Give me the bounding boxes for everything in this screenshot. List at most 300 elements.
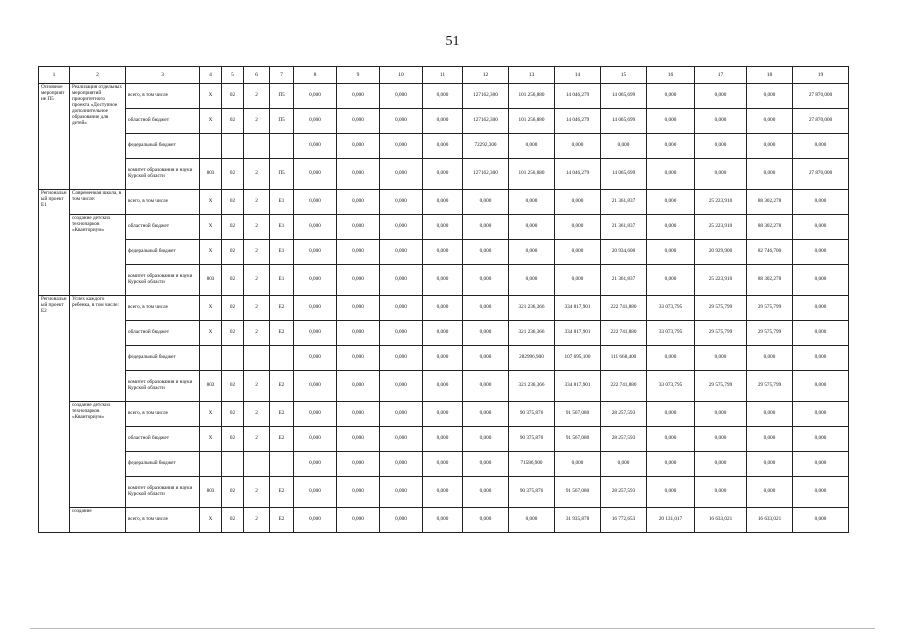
value-cell: 0,000	[380, 402, 423, 427]
measure-name-cell: Реализация отдельных мероприятий приоритетного проекта «Доступное дополнительное образование для детей»	[70, 84, 126, 190]
scan-artifact-line	[30, 628, 875, 629]
value-cell: 0,000	[423, 240, 463, 265]
value-cell: 222 741,880	[601, 321, 647, 346]
code-cell: 2	[244, 265, 270, 296]
code-cell: Е2	[270, 371, 294, 402]
table-row	[39, 296, 849, 321]
value-cell: 0,000	[601, 452, 647, 477]
code-cell: X	[200, 508, 222, 533]
code-cell: Е2	[270, 508, 294, 533]
value-cell: 0,000	[793, 346, 849, 371]
value-cell: 0,000	[695, 427, 747, 452]
code-cell: П5	[270, 159, 294, 190]
value-cell: 0,000	[463, 452, 509, 477]
value-cell: 0,000	[747, 159, 793, 190]
value-cell: 0,000	[695, 109, 747, 134]
value-cell: 127162,300	[463, 159, 509, 190]
value-cell: 0,000	[509, 508, 555, 533]
value-cell: 0,000	[647, 240, 695, 265]
value-cell: 0,000	[423, 477, 463, 508]
measure-name-cell: Современная школа, в том числе:	[70, 190, 126, 215]
value-cell: 0,000	[695, 402, 747, 427]
value-cell: 0,000	[294, 427, 337, 452]
table-row	[39, 371, 849, 402]
column-header: 3	[126, 67, 200, 84]
value-cell: 0,000	[509, 240, 555, 265]
value-cell: 29 575,799	[695, 371, 747, 402]
value-cell: 0,000	[294, 190, 337, 215]
column-header: 19	[793, 67, 849, 84]
value-cell: 0,000	[463, 265, 509, 296]
value-cell: 20 929,900	[695, 240, 747, 265]
value-cell: 0,000	[463, 508, 509, 533]
value-cell: 0,000	[380, 427, 423, 452]
value-cell: 14 065,699	[601, 109, 647, 134]
value-cell: 0,000	[337, 321, 380, 346]
value-cell: 28 257,593	[601, 402, 647, 427]
value-cell: 0,000	[380, 84, 423, 109]
code-cell: X	[200, 84, 222, 109]
value-cell: 0,000	[793, 265, 849, 296]
value-cell: 0,000	[337, 371, 380, 402]
column-header: 15	[601, 67, 647, 84]
code-cell: 02	[222, 402, 244, 427]
value-cell: 0,000	[747, 427, 793, 452]
value-cell: 0,000	[294, 402, 337, 427]
value-cell: 0,000	[695, 346, 747, 371]
value-cell: 0,000	[793, 321, 849, 346]
value-cell: 0,000	[380, 452, 423, 477]
value-cell: 0,000	[337, 159, 380, 190]
value-cell: 0,000	[423, 371, 463, 402]
code-cell: Е2	[270, 427, 294, 452]
value-cell: 0,000	[423, 109, 463, 134]
table-row	[39, 159, 849, 190]
value-cell: 0,000	[294, 321, 337, 346]
value-cell: 0,000	[380, 240, 423, 265]
value-cell: 16 772,653	[601, 508, 647, 533]
value-cell: 0,000	[555, 215, 601, 240]
value-cell: 334 817,901	[555, 321, 601, 346]
code-cell: Е2	[270, 477, 294, 508]
value-cell: 0,000	[555, 190, 601, 215]
value-cell: 27 870,000	[793, 109, 849, 134]
value-cell: 14 046,279	[555, 159, 601, 190]
value-cell: 127162,300	[463, 109, 509, 134]
value-cell: 0,000	[747, 84, 793, 109]
value-cell: 0,000	[463, 477, 509, 508]
code-cell: Е1	[270, 265, 294, 296]
code-cell: 02	[222, 84, 244, 109]
value-cell: 0,000	[463, 321, 509, 346]
value-cell: 25 223,910	[695, 265, 747, 296]
value-cell: 0,000	[337, 134, 380, 159]
column-header: 12	[463, 67, 509, 84]
code-cell: 2	[244, 159, 270, 190]
status-cell: Региональный проект Е2	[39, 296, 70, 533]
value-cell: 334 817,901	[555, 296, 601, 321]
value-cell: 91 567,080	[555, 477, 601, 508]
measure-name-cell: Успех каждого ребенка, в том числе:	[70, 296, 126, 402]
value-cell: 0,000	[463, 371, 509, 402]
code-cell	[270, 134, 294, 159]
column-header: 18	[747, 67, 793, 84]
value-cell: 222 741,880	[601, 371, 647, 402]
code-cell: 02	[222, 159, 244, 190]
funding-source-cell: областной бюджет	[126, 427, 200, 452]
budget-table	[38, 66, 849, 533]
value-cell: 0,000	[647, 265, 695, 296]
value-cell: 25 223,910	[695, 215, 747, 240]
measure-name-cell: создание детских технопарков «Кванториум»	[70, 215, 126, 296]
code-cell: 2	[244, 215, 270, 240]
status-cell: Региональный проект Е1	[39, 190, 70, 296]
value-cell: 0,000	[509, 134, 555, 159]
code-cell: П5	[270, 109, 294, 134]
value-cell: 0,000	[380, 508, 423, 533]
code-cell	[270, 452, 294, 477]
value-cell: 14 046,279	[555, 109, 601, 134]
table-row	[39, 84, 849, 109]
value-cell: 0,000	[423, 84, 463, 109]
code-cell: 803	[200, 371, 222, 402]
value-cell: 91 567,080	[555, 402, 601, 427]
status-cell: Основное мероприятие П5	[39, 84, 70, 190]
value-cell: 0,000	[793, 402, 849, 427]
value-cell: 0,000	[463, 296, 509, 321]
value-cell: 21 361,837	[601, 190, 647, 215]
value-cell: 0,000	[380, 346, 423, 371]
value-cell: 0,000	[509, 265, 555, 296]
table-row	[39, 427, 849, 452]
code-cell: X	[200, 109, 222, 134]
funding-source-cell: всего, в том числе	[126, 84, 200, 109]
value-cell: 14 065,699	[601, 84, 647, 109]
value-cell: 0,000	[423, 508, 463, 533]
value-cell: 21 361,837	[601, 215, 647, 240]
funding-source-cell: всего, в том числе	[126, 296, 200, 321]
funding-source-cell: федеральный бюджет	[126, 240, 200, 265]
table-row	[39, 477, 849, 508]
value-cell: 0,000	[294, 346, 337, 371]
value-cell: 0,000	[337, 452, 380, 477]
value-cell: 0,000	[647, 159, 695, 190]
value-cell: 0,000	[294, 477, 337, 508]
value-cell: 33 073,795	[647, 371, 695, 402]
value-cell: 0,000	[380, 215, 423, 240]
value-cell: 334 817,901	[555, 371, 601, 402]
code-cell: 2	[244, 240, 270, 265]
code-cell: X	[200, 215, 222, 240]
value-cell: 0,000	[695, 477, 747, 508]
table-row	[39, 240, 849, 265]
value-cell: 0,000	[747, 346, 793, 371]
value-cell: 29 575,799	[747, 371, 793, 402]
value-cell: 0,000	[337, 508, 380, 533]
value-cell: 0,000	[793, 427, 849, 452]
value-cell: 0,000	[423, 134, 463, 159]
value-cell: 0,000	[555, 265, 601, 296]
code-cell: 2	[244, 190, 270, 215]
code-cell: 02	[222, 427, 244, 452]
value-cell: 0,000	[747, 109, 793, 134]
column-header: 4	[200, 67, 222, 84]
value-cell: 0,000	[463, 240, 509, 265]
value-cell: 29 575,799	[747, 296, 793, 321]
value-cell: 0,000	[747, 402, 793, 427]
table-row	[39, 321, 849, 346]
value-cell: 282996,900	[509, 346, 555, 371]
column-header: 13	[509, 67, 555, 84]
value-cell: 21 361,837	[601, 265, 647, 296]
page-number: 51	[445, 34, 460, 49]
value-cell: 0,000	[380, 265, 423, 296]
value-cell: 29 575,799	[747, 321, 793, 346]
value-cell: 0,000	[337, 190, 380, 215]
code-cell: 2	[244, 371, 270, 402]
value-cell: 321 236,366	[509, 321, 555, 346]
value-cell: 0,000	[294, 215, 337, 240]
value-cell: 0,000	[337, 265, 380, 296]
value-cell: 0,000	[294, 159, 337, 190]
value-cell: 0,000	[509, 215, 555, 240]
value-cell: 0,000	[337, 477, 380, 508]
value-cell: 0,000	[463, 427, 509, 452]
value-cell: 88 302,278	[747, 190, 793, 215]
value-cell: 0,000	[294, 84, 337, 109]
value-cell: 0,000	[380, 134, 423, 159]
value-cell: 0,000	[695, 84, 747, 109]
value-cell: 0,000	[747, 134, 793, 159]
funding-source-cell: комитет образования и науки Курской области	[126, 265, 200, 296]
value-cell: 0,000	[747, 477, 793, 508]
value-cell: 20 934,600	[601, 240, 647, 265]
value-cell: 0,000	[423, 265, 463, 296]
funding-source-cell: комитет образования и науки Курской области	[126, 159, 200, 190]
value-cell: 0,000	[423, 427, 463, 452]
value-cell: 0,000	[337, 109, 380, 134]
code-cell: 2	[244, 427, 270, 452]
value-cell: 0,000	[294, 371, 337, 402]
value-cell: 0,000	[695, 452, 747, 477]
value-cell: 0,000	[380, 109, 423, 134]
measure-name-cell: создание детских технопарков «Кванториум»	[70, 402, 126, 508]
code-cell: 02	[222, 240, 244, 265]
funding-source-cell: областной бюджет	[126, 109, 200, 134]
value-cell: 0,000	[793, 371, 849, 402]
value-cell: 16 633,021	[695, 508, 747, 533]
value-cell: 107 695,100	[555, 346, 601, 371]
code-cell: 02	[222, 477, 244, 508]
value-cell: 71586,900	[509, 452, 555, 477]
value-cell: 0,000	[337, 84, 380, 109]
code-cell	[244, 452, 270, 477]
code-cell: 02	[222, 190, 244, 215]
value-cell: 0,000	[337, 296, 380, 321]
code-cell: Е1	[270, 190, 294, 215]
value-cell: 33 073,795	[647, 321, 695, 346]
value-cell: 29 575,799	[695, 296, 747, 321]
code-cell	[200, 452, 222, 477]
code-cell: 02	[222, 371, 244, 402]
value-cell: 0,000	[647, 215, 695, 240]
value-cell: 0,000	[380, 321, 423, 346]
value-cell: 14 046,279	[555, 84, 601, 109]
value-cell: 82 746,700	[747, 240, 793, 265]
value-cell: 0,000	[601, 134, 647, 159]
value-cell: 16 633,021	[747, 508, 793, 533]
code-cell: X	[200, 321, 222, 346]
value-cell: 0,000	[423, 190, 463, 215]
value-cell: 0,000	[423, 321, 463, 346]
value-cell: 0,000	[423, 402, 463, 427]
value-cell: 0,000	[294, 240, 337, 265]
column-header: 1	[39, 67, 70, 84]
value-cell: 27 870,000	[793, 159, 849, 190]
value-cell: 0,000	[294, 109, 337, 134]
column-header: 10	[380, 67, 423, 84]
value-cell: 28 257,593	[601, 477, 647, 508]
value-cell: 0,000	[695, 159, 747, 190]
measure-name-cell: создание	[70, 508, 126, 533]
value-cell: 0,000	[647, 477, 695, 508]
table-row	[39, 109, 849, 134]
table-row	[39, 346, 849, 371]
value-cell: 0,000	[423, 215, 463, 240]
value-cell: 0,000	[793, 215, 849, 240]
value-cell: 0,000	[294, 452, 337, 477]
value-cell: 0,000	[463, 402, 509, 427]
value-cell: 0,000	[337, 346, 380, 371]
code-cell: X	[200, 402, 222, 427]
code-cell: X	[200, 240, 222, 265]
funding-source-cell: областной бюджет	[126, 215, 200, 240]
value-cell: 101 256,880	[509, 109, 555, 134]
value-cell: 88 302,278	[747, 265, 793, 296]
column-header: 17	[695, 67, 747, 84]
code-cell: Е1	[270, 240, 294, 265]
value-cell: 0,000	[337, 427, 380, 452]
table-row	[39, 190, 849, 215]
value-cell: 0,000	[793, 190, 849, 215]
value-cell: 0,000	[647, 452, 695, 477]
value-cell: 0,000	[380, 477, 423, 508]
value-cell: 0,000	[647, 402, 695, 427]
table-row	[39, 215, 849, 240]
value-cell: 0,000	[294, 296, 337, 321]
code-cell: X	[200, 296, 222, 321]
code-cell: Е1	[270, 215, 294, 240]
funding-source-cell: федеральный бюджет	[126, 346, 200, 371]
value-cell: 0,000	[380, 190, 423, 215]
funding-source-cell: областной бюджет	[126, 321, 200, 346]
value-cell: 29 575,799	[695, 321, 747, 346]
column-header: 16	[647, 67, 695, 84]
value-cell: 0,000	[647, 134, 695, 159]
column-header: 11	[423, 67, 463, 84]
value-cell: 0,000	[793, 296, 849, 321]
code-cell: 02	[222, 321, 244, 346]
value-cell: 88 302,278	[747, 215, 793, 240]
value-cell: 0,000	[647, 109, 695, 134]
code-cell	[244, 134, 270, 159]
value-cell: 0,000	[423, 296, 463, 321]
value-cell: 0,000	[380, 371, 423, 402]
code-cell: 803	[200, 477, 222, 508]
value-cell: 0,000	[294, 508, 337, 533]
value-cell: 0,000	[555, 134, 601, 159]
code-cell: 02	[222, 296, 244, 321]
value-cell: 33 073,795	[647, 296, 695, 321]
funding-source-cell: федеральный бюджет	[126, 452, 200, 477]
value-cell: 0,000	[695, 134, 747, 159]
code-cell: 2	[244, 402, 270, 427]
value-cell: 0,000	[423, 452, 463, 477]
code-cell: Е2	[270, 296, 294, 321]
code-cell: 2	[244, 109, 270, 134]
code-cell: 2	[244, 296, 270, 321]
value-cell: 0,000	[423, 346, 463, 371]
value-cell: 101 256,880	[509, 84, 555, 109]
value-cell: 0,000	[294, 265, 337, 296]
code-cell	[222, 346, 244, 371]
table-row	[39, 452, 849, 477]
code-cell: 803	[200, 159, 222, 190]
value-cell: 27 870,000	[793, 84, 849, 109]
value-cell: 0,000	[294, 134, 337, 159]
column-header: 14	[555, 67, 601, 84]
value-cell: 0,000	[337, 215, 380, 240]
funding-source-cell: всего, в том числе	[126, 508, 200, 533]
value-cell: 111 668,400	[601, 346, 647, 371]
code-cell	[222, 134, 244, 159]
value-cell: 0,000	[509, 190, 555, 215]
column-header: 8	[294, 67, 337, 84]
value-cell: 0,000	[337, 240, 380, 265]
value-cell: 0,000	[463, 215, 509, 240]
code-cell: X	[200, 190, 222, 215]
code-cell: 2	[244, 321, 270, 346]
table-row	[39, 265, 849, 296]
value-cell: 0,000	[647, 84, 695, 109]
value-cell: 222 741,880	[601, 296, 647, 321]
value-cell: 72292,300	[463, 134, 509, 159]
code-cell	[270, 346, 294, 371]
code-cell: X	[200, 427, 222, 452]
value-cell: 127162,300	[463, 84, 509, 109]
code-cell	[244, 346, 270, 371]
funding-source-cell: всего, в том числе	[126, 190, 200, 215]
value-cell: 0,000	[463, 190, 509, 215]
value-cell: 31 935,878	[555, 508, 601, 533]
code-cell: 2	[244, 477, 270, 508]
code-cell: 02	[222, 109, 244, 134]
value-cell: 0,000	[555, 452, 601, 477]
value-cell: 0,000	[647, 346, 695, 371]
value-cell: 90 375,876	[509, 477, 555, 508]
code-cell	[200, 134, 222, 159]
value-cell: 91 567,080	[555, 427, 601, 452]
column-header: 5	[222, 67, 244, 84]
value-cell: 0,000	[337, 402, 380, 427]
value-cell: 0,000	[463, 346, 509, 371]
value-cell: 101 256,880	[509, 159, 555, 190]
funding-source-cell: комитет образования и науки Курской области	[126, 477, 200, 508]
code-cell: 02	[222, 508, 244, 533]
code-cell: 2	[244, 84, 270, 109]
column-header: 7	[270, 67, 294, 84]
funding-source-cell: федеральный бюджет	[126, 134, 200, 159]
